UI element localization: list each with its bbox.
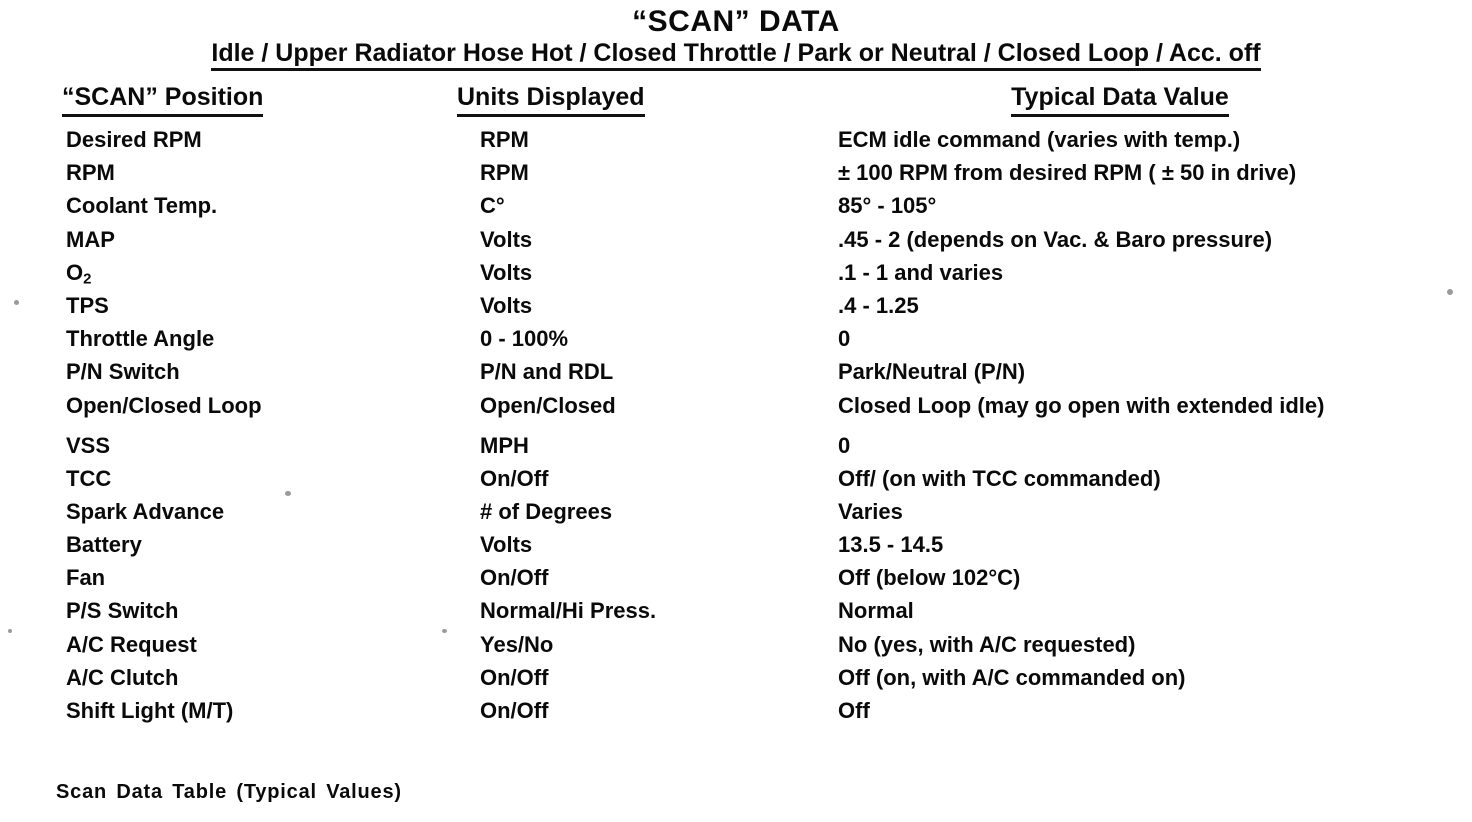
cell-position: $O_2$: [66, 259, 92, 288]
cell-value: .1 - 1 and varies: [838, 259, 1004, 285]
cell-units: Volts: [480, 292, 533, 318]
cell-position: RPM: [66, 160, 115, 186]
cell-units: P/N and RDL: [480, 359, 614, 385]
page-title: “SCAN” DATA: [632, 5, 840, 38]
cell-value: Off: [838, 698, 870, 723]
cell-units: On/Off: [480, 698, 549, 723]
cell-position: Desired RPM: [66, 127, 202, 152]
cell-units: RPM: [480, 160, 529, 186]
table-row: [10, 393, 1462, 433]
table-row: [10, 359, 1462, 392]
table-row: [10, 499, 1462, 532]
table-row: [10, 433, 1462, 466]
column-header-position: “SCAN” Position: [62, 83, 263, 117]
table-column-headers: [10, 83, 1462, 121]
cell-units: # of Degrees: [480, 498, 613, 524]
table-row: [10, 532, 1462, 565]
table-row: [10, 698, 1462, 731]
cell-position: MAP: [66, 226, 115, 252]
cell-units: Volts: [480, 226, 533, 252]
cell-value: 0: [838, 432, 851, 458]
page-subtitle-text: Idle / Upper Radiator Hose Hot / Closed Throttle / Park or Neutral / Closed Loop / Acc. off: [211, 40, 1260, 72]
table-row: [10, 466, 1462, 499]
page-subtitle: [10, 40, 1462, 74]
cell-position: P/S Switch: [66, 598, 179, 624]
cell-position: TCC: [66, 465, 112, 491]
cell-units: Normal/Hi Press.: [480, 598, 657, 624]
cell-value: Off/ (on with TCC commanded): [838, 465, 1161, 491]
cell-units: Open/Closed: [480, 392, 616, 418]
cell-position: TPS: [66, 292, 109, 318]
cell-value: Closed Loop (may go open with extended idle): [838, 392, 1325, 418]
cell-position: P/N Switch: [66, 359, 180, 385]
column-header-value: Typical Data Value: [790, 83, 1450, 117]
subscript-2: 2: [83, 270, 92, 288]
cell-units: Yes/No: [480, 631, 554, 657]
cell-position: A/C Clutch: [66, 664, 179, 690]
cell-value: Park/Neutral (P/N): [838, 359, 1026, 385]
cell-units: 0 - 100%: [480, 326, 569, 352]
table-row: [10, 326, 1462, 359]
cell-value: Off (on, with A/C commanded on): [838, 664, 1186, 690]
table-row: [10, 565, 1462, 598]
cell-position: Coolant Temp.: [66, 193, 218, 219]
column-header-units: Units Displayed: [457, 83, 645, 117]
cell-units: On/Off: [480, 664, 549, 690]
cell-position: Shift Light (M/T): [66, 698, 234, 723]
cell-value: 13.5 - 14.5: [838, 532, 944, 558]
cell-units: On/Off: [480, 565, 549, 591]
cell-position: Spark Advance: [66, 498, 225, 524]
cell-value: 0: [838, 326, 851, 352]
scan-data-table: [10, 127, 1462, 731]
table-row: [10, 665, 1462, 698]
cell-value: Normal: [838, 598, 914, 624]
cell-value: No (yes, with A/C requested): [838, 631, 1136, 657]
cell-value: Varies: [838, 498, 903, 524]
cell-units: MPH: [480, 432, 529, 458]
table-row: [10, 293, 1462, 326]
cell-value: .4 - 1.25: [838, 292, 919, 318]
cell-units: Volts: [480, 259, 533, 285]
table-row: [10, 598, 1462, 631]
cell-position: Open/Closed Loop: [66, 392, 262, 418]
cell-position: Throttle Angle: [66, 326, 215, 352]
cell-value: ± 100 RPM from desired RPM ( ± 50 in drive): [838, 160, 1297, 186]
cell-position: VSS: [66, 432, 111, 458]
cell-value: 85° - 105°: [838, 193, 937, 219]
cell-position: Battery: [66, 532, 142, 558]
table-row: [10, 227, 1462, 260]
cell-position: A/C Request: [66, 631, 197, 657]
cell-position: Fan: [66, 565, 106, 591]
cell-units: C°: [480, 193, 505, 219]
cell-units: RPM: [480, 127, 529, 152]
table-row: [10, 260, 1462, 293]
table-row: [10, 193, 1462, 226]
cell-value: ECM idle command (varies with temp.): [838, 127, 1241, 152]
cell-value: .45 - 2 (depends on Vac. & Baro pressure): [838, 226, 1273, 252]
table-row: [10, 632, 1462, 665]
figure-caption: Scan Data Table (Typical Values): [56, 781, 402, 803]
cell-units: Volts: [480, 532, 533, 558]
cell-value: Off (below 102°C): [838, 565, 1021, 591]
table-row: [10, 160, 1462, 193]
table-row: [10, 127, 1462, 160]
cell-units: On/Off: [480, 465, 549, 491]
